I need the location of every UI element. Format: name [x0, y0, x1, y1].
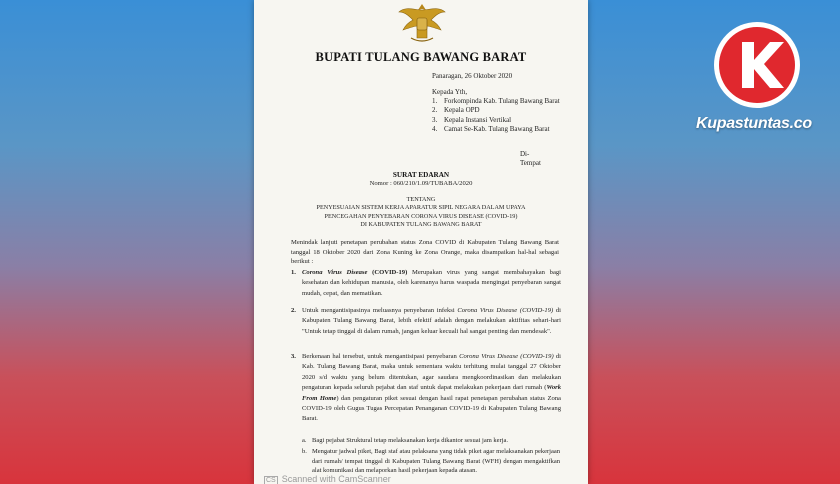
intro-paragraph: Menindak lanjuti penetapan perubahan status Zona COVID di Kabupaten Tulang Bawang Barat tanggal 18 Oktober 2020 dari Zona Kuning ke Zona Orange, maka disampaikan hal-hal sebagai berikut :: [291, 239, 559, 266]
point-1: 1. Corona Virus Disease (COVID-19) Merupakan virus yang sangat membahayakan bagi kesehatan dan kehidupan manusia, oleh karenanya harus waspada mengingat penyebaran sangat mudah, cepat, dan mematikan.: [291, 269, 561, 297]
kupastuntas-logo-icon: [712, 20, 802, 110]
recipient-item: 3. Kepala Instansi Vertikal: [432, 115, 512, 124]
recipient-salutation: Kepada Yth,: [432, 88, 468, 96]
recipient-item: 1. Forkompinda Kab. Tulang Bawang Barat: [432, 97, 560, 105]
circular-subject: TENTANG PENYESUAIAN SISTEM KERJA APARATUR SIPIL NEGARA DALAM UPAYA PENCEGAHAN PENYEBARAN CORONA VIRUS DISEASE (COVID-19) DI KABUPATEN TULANG BAWANG BARAT: [316, 196, 526, 229]
letterhead-title: BUPATI TULANG BAWANG BARAT: [315, 50, 527, 64]
sub-point-b: b. Mengatur jadwal piket, Bagi staf atau pelaksana yang tidak piket agar melaksanakan pekerjaan dari rumah/ tempat tinggal di Kabupaten Tulang Bawang Barat (WFH) dengan mengaktifkan alat komunikasi dan melaporkan hasil pekerjaan kepada atasan.: [302, 448, 560, 475]
document-page: [254, 0, 588, 484]
circular-title: SURAT EDARAN: [392, 171, 450, 179]
point-3: 3. Berkenaan hal tersebut, untuk mengantisipasi penyebaran Corona Virus Disease (COVID-19) di Kab. Tulang Bawang Barat, maka untuk sementara waktu terhitung mulai tanggal 27 Oktober 2020 s/d waktu yang belum ditentukan, agar saudara mengkoordinasikan dan melakukan pengaturan kepada seluruh pejabat dan staf untuk dapat melakukan pekerjaan dari rumah (Work From Home) dan pengaturan piket sesuai dengan hasil rapat penetapan perubahan status Zona COVID-19 oleh Gugus Tugas Percepatan Penanganan COVID-19 di Kabupaten Tulang Bawang Barat.: [291, 353, 561, 423]
camscanner-watermark: CS Scanned with CamScanner: [266, 474, 391, 484]
circular-number: Nomor : 060/210/1.09/TUBABA/2020: [369, 180, 473, 187]
brand-name: Kupastuntas.co: [696, 115, 812, 132]
garuda-emblem-icon: [397, 0, 447, 44]
recipient-list: [432, 97, 582, 134]
recipient-place: Di- Tempat: [520, 150, 541, 167]
recipient-item: 4. Camat Se-Kab. Tulang Bawang Barat: [432, 124, 550, 133]
letter-date: Panaragan, 26 Oktober 2020: [432, 72, 513, 80]
sub-point-a: a. Bagi pejabat Struktural tetap melaksanakan kerja dikantor sesuai jam kerja.: [302, 437, 509, 444]
point-2: 2. Untuk mengantisipasinya meluasnya penyebaran infeksi Corona Virus Disease (COVID-19) di Kabupaten Tulang Bawang Barat, lebih efektif adalah dengan melakukan aktifitas sehari-hari "Untuk tetap tinggal di dalam rumah, jangan keluar kecuali hal sangat penting dan mendesak".: [291, 307, 561, 335]
recipient-item: 2. Kepala OPD: [432, 106, 480, 115]
